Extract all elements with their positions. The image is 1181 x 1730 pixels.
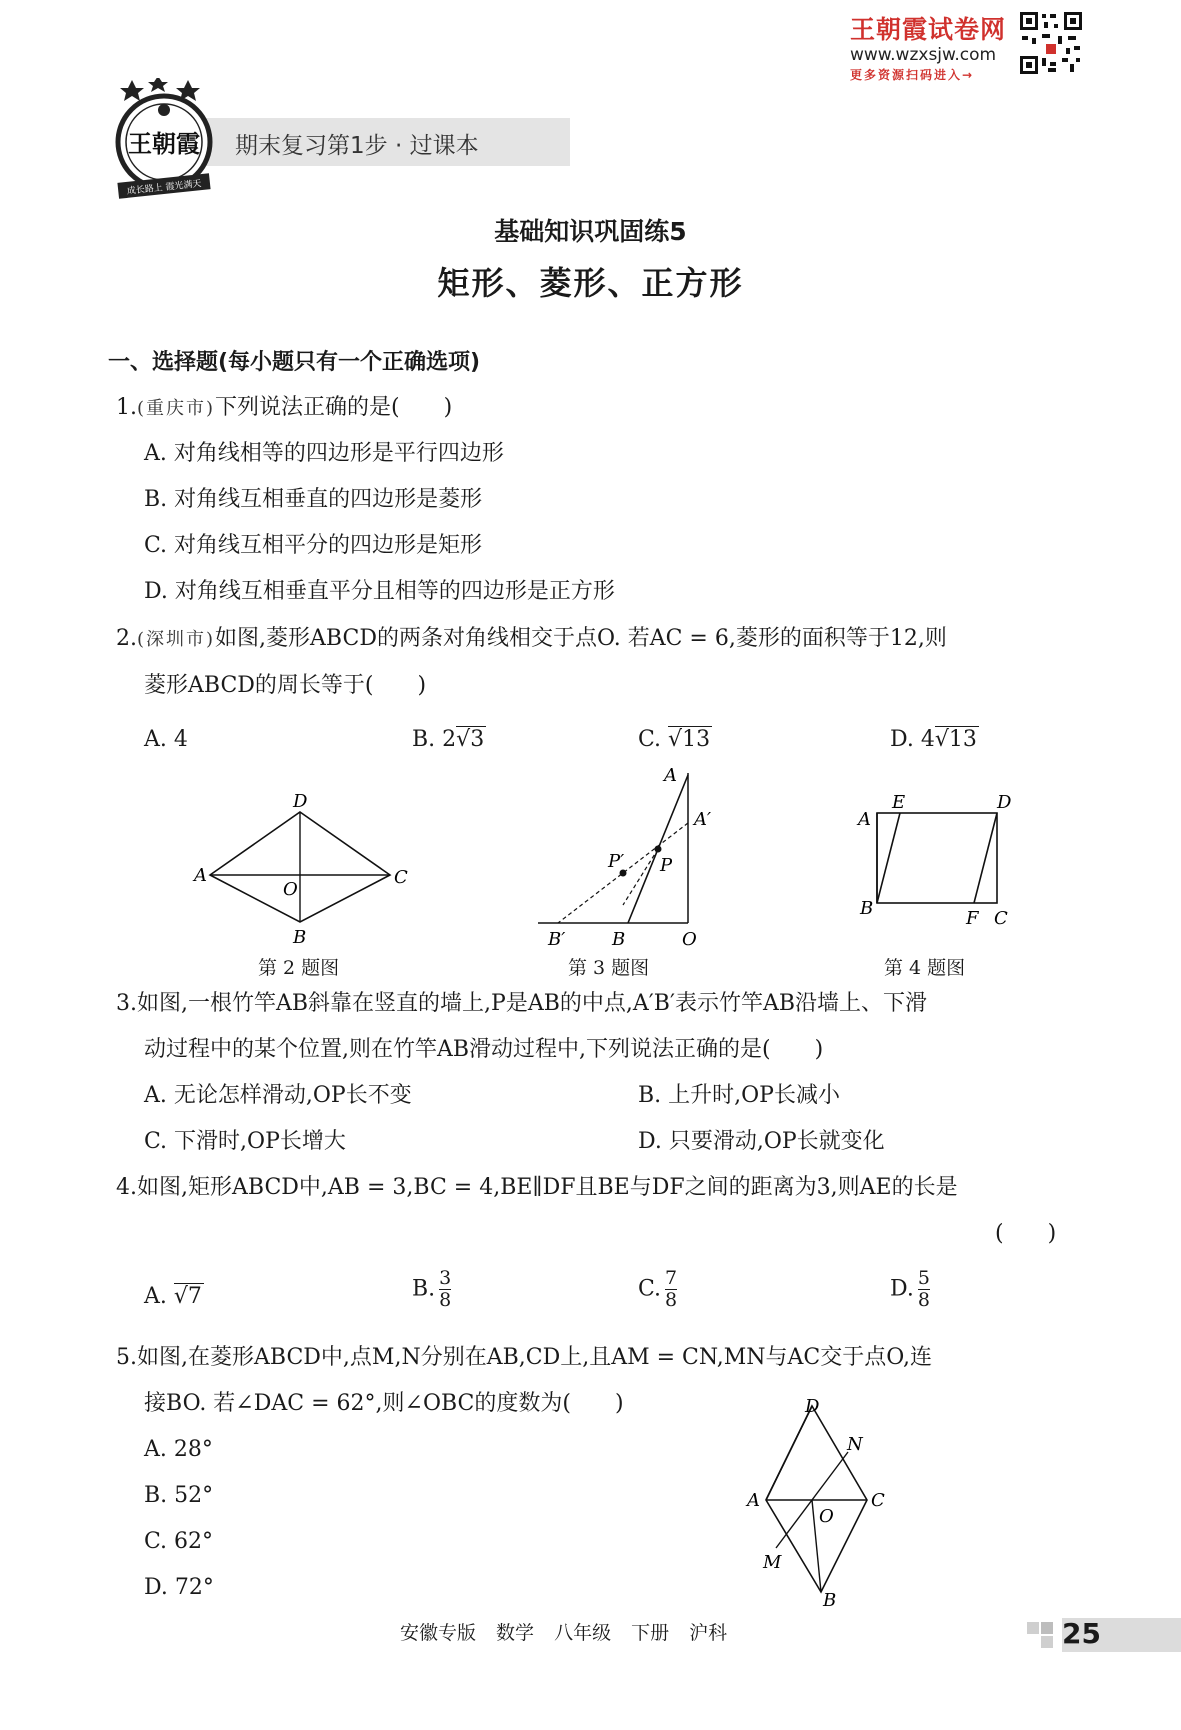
figure-5-rhombus <box>745 1392 905 1610</box>
sqrt-symbol: √3 <box>456 727 485 752</box>
section-heading: 一、选择题(每小题只有一个正确选项) <box>108 350 481 375</box>
q2-number: 2. <box>116 626 137 651</box>
question-4-stem <box>116 1173 958 1203</box>
fig2-label-c: C <box>394 867 408 888</box>
fig3-label-a-prime: A′ <box>694 809 712 830</box>
q3-text-2: 动过程中的某个位置,则在竹竿AB滑动过程中,下列说法正确的是( ) <box>144 1037 824 1062</box>
figure-4-rectangle <box>852 790 1022 930</box>
q3-number: 3. <box>116 991 137 1016</box>
fig4-label-d: D <box>997 792 1012 813</box>
fraction: $\frac{7}{8}$ <box>665 1267 678 1311</box>
q5-option-d[interactable]: D. 72° <box>144 1575 214 1600</box>
q3-text-1: 如图,一根竹竿AB斜靠在竖直的墙上,P是AB的中点,A′B′表示竹竿AB沿墙上、下滑 <box>137 991 927 1016</box>
fig5-label-a: A <box>747 1490 760 1511</box>
fig3-label-b-prime: B′ <box>548 929 566 950</box>
badge-name: 王朝霞 <box>128 129 200 158</box>
q2-option-d[interactable]: D. 4√13 <box>890 727 977 752</box>
fig4-label-e: E <box>892 792 906 813</box>
q4-option-a[interactable]: A. √7 <box>144 1284 202 1309</box>
q1-text: 下列说法正确的是( ) <box>215 395 453 420</box>
footer-text: 安徽专版 数学 八年级 下册 沪科 <box>400 1622 728 1644</box>
page-title: 矩形、菱形、正方形 <box>437 264 744 302</box>
q3-option-b[interactable]: B. 上升时,OP长减小 <box>638 1083 840 1108</box>
section-banner <box>205 118 570 166</box>
q4-number: 4. <box>116 1175 137 1200</box>
brand-url[interactable]: www.wzxsjw.com <box>850 45 997 65</box>
figure-4-caption: 第 4 题图 <box>884 957 966 979</box>
fig3-label-b: B <box>612 929 626 950</box>
fig2-label-a: A <box>194 865 207 886</box>
fig3-label-a: A <box>664 765 677 786</box>
q5-option-b[interactable]: B. 52° <box>144 1483 214 1508</box>
q1-option-a[interactable]: A. 对角线相等的四边形是平行四边形 <box>144 441 504 466</box>
q4-option-d[interactable]: D. $\frac{5}{8}$ <box>890 1267 930 1311</box>
sqrt-symbol: √13 <box>668 727 711 752</box>
fraction: $\frac{5}{8}$ <box>917 1267 930 1311</box>
fig2-label-d: D <box>293 791 308 812</box>
q5-option-a[interactable]: A. 28° <box>144 1437 213 1462</box>
q4-option-b[interactable]: B. $\frac{3}{8}$ <box>412 1267 452 1311</box>
figure-2-caption: 第 2 题图 <box>258 957 340 979</box>
q4-answer-paren: ( ) <box>995 1221 1057 1246</box>
fraction: $\frac{3}{8}$ <box>439 1267 452 1311</box>
badge-slogan: 成长路上 霞光满天 <box>126 179 202 197</box>
q3-option-d[interactable]: D. 只要滑动,OP长就变化 <box>638 1129 885 1154</box>
brand-subtitle: 更多资源扫码进入→ <box>850 68 975 82</box>
figure-3-sliding-pole <box>530 765 730 955</box>
question-5-stem <box>116 1343 932 1373</box>
q5-text-2: 接BO. 若∠DAC = 62°,则∠OBC的度数为( ) <box>144 1391 624 1416</box>
q1-source: (重庆市) <box>137 398 216 419</box>
q2-option-b[interactable]: B. 2√3 <box>412 727 485 752</box>
fig2-label-o: O <box>283 879 298 900</box>
fig3-label-p: P <box>660 855 673 876</box>
brand-block <box>848 8 1093 82</box>
fig2-label-b: B <box>293 927 307 948</box>
q1-option-d[interactable]: D. 对角线互相垂直平分且相等的四边形是正方形 <box>144 579 615 604</box>
fig5-label-b: B <box>823 1590 837 1610</box>
q3-option-a[interactable]: A. 无论怎样滑动,OP长不变 <box>144 1083 412 1108</box>
fig5-label-m: M <box>763 1552 782 1573</box>
fig4-label-b: B <box>860 898 874 919</box>
fig5-label-n: N <box>847 1434 863 1455</box>
q2-option-a[interactable]: A. 4 <box>144 727 188 752</box>
figure-3-caption: 第 3 题图 <box>568 957 650 979</box>
subtitle: 基础知识巩固练5 <box>494 217 687 246</box>
figure-2-rhombus <box>180 790 420 950</box>
page-number: 25 <box>1062 1617 1101 1650</box>
q1-option-b[interactable]: B. 对角线互相垂直的四边形是菱形 <box>144 487 483 512</box>
q4-option-c[interactable]: C. $\frac{7}{8}$ <box>638 1267 678 1311</box>
q2-option-c[interactable]: C. √13 <box>638 727 711 752</box>
fig4-label-f: F <box>966 908 979 929</box>
q2-source: (深圳市) <box>137 629 216 650</box>
q1-number: 1. <box>116 395 137 420</box>
q3-option-c[interactable]: C. 下滑时,OP长增大 <box>144 1129 346 1154</box>
fig5-label-d: D <box>805 1396 820 1417</box>
fig4-label-a: A <box>858 809 871 830</box>
fig3-label-o: O <box>682 929 697 950</box>
q2-text-1: 如图,菱形ABCD的两条对角线相交于点O. 若AC = 6,菱形的面积等于12,则 <box>215 626 947 651</box>
sqrt-symbol: √13 <box>934 727 977 752</box>
fig5-label-c: C <box>871 1490 885 1511</box>
sqrt-symbol: √7 <box>173 1284 202 1309</box>
page-corner-squares-icon <box>1025 1620 1057 1650</box>
brand-name: 王朝霞试卷网 <box>850 15 1007 44</box>
qr-code-icon[interactable] <box>1018 10 1084 76</box>
q5-text-1: 如图,在菱形ABCD中,点M,N分别在AB,CD上,且AM = CN,MN与AC交于点O,连 <box>137 1345 932 1370</box>
fig3-label-p-prime: P′ <box>608 851 625 872</box>
wang-zhaoxia-badge-logo <box>108 78 220 206</box>
q4-text: 如图,矩形ABCD中,AB = 3,BC = 4,BE∥DF且BE与DF之间的距离为3,则AE的长是 <box>137 1175 958 1200</box>
q5-option-c[interactable]: C. 62° <box>144 1529 214 1554</box>
q2-text-2: 菱形ABCD的周长等于( ) <box>144 673 427 698</box>
fig4-label-c: C <box>994 908 1008 929</box>
banner-text: 期末复习第1步 · 过课本 <box>235 133 479 159</box>
question-2-stem <box>116 624 947 655</box>
q1-option-c[interactable]: C. 对角线互相平分的四边形是矩形 <box>144 533 483 558</box>
question-1-stem <box>116 393 452 424</box>
q5-number: 5. <box>116 1345 137 1370</box>
question-3-stem <box>116 989 927 1019</box>
fig5-label-o: O <box>819 1506 834 1527</box>
